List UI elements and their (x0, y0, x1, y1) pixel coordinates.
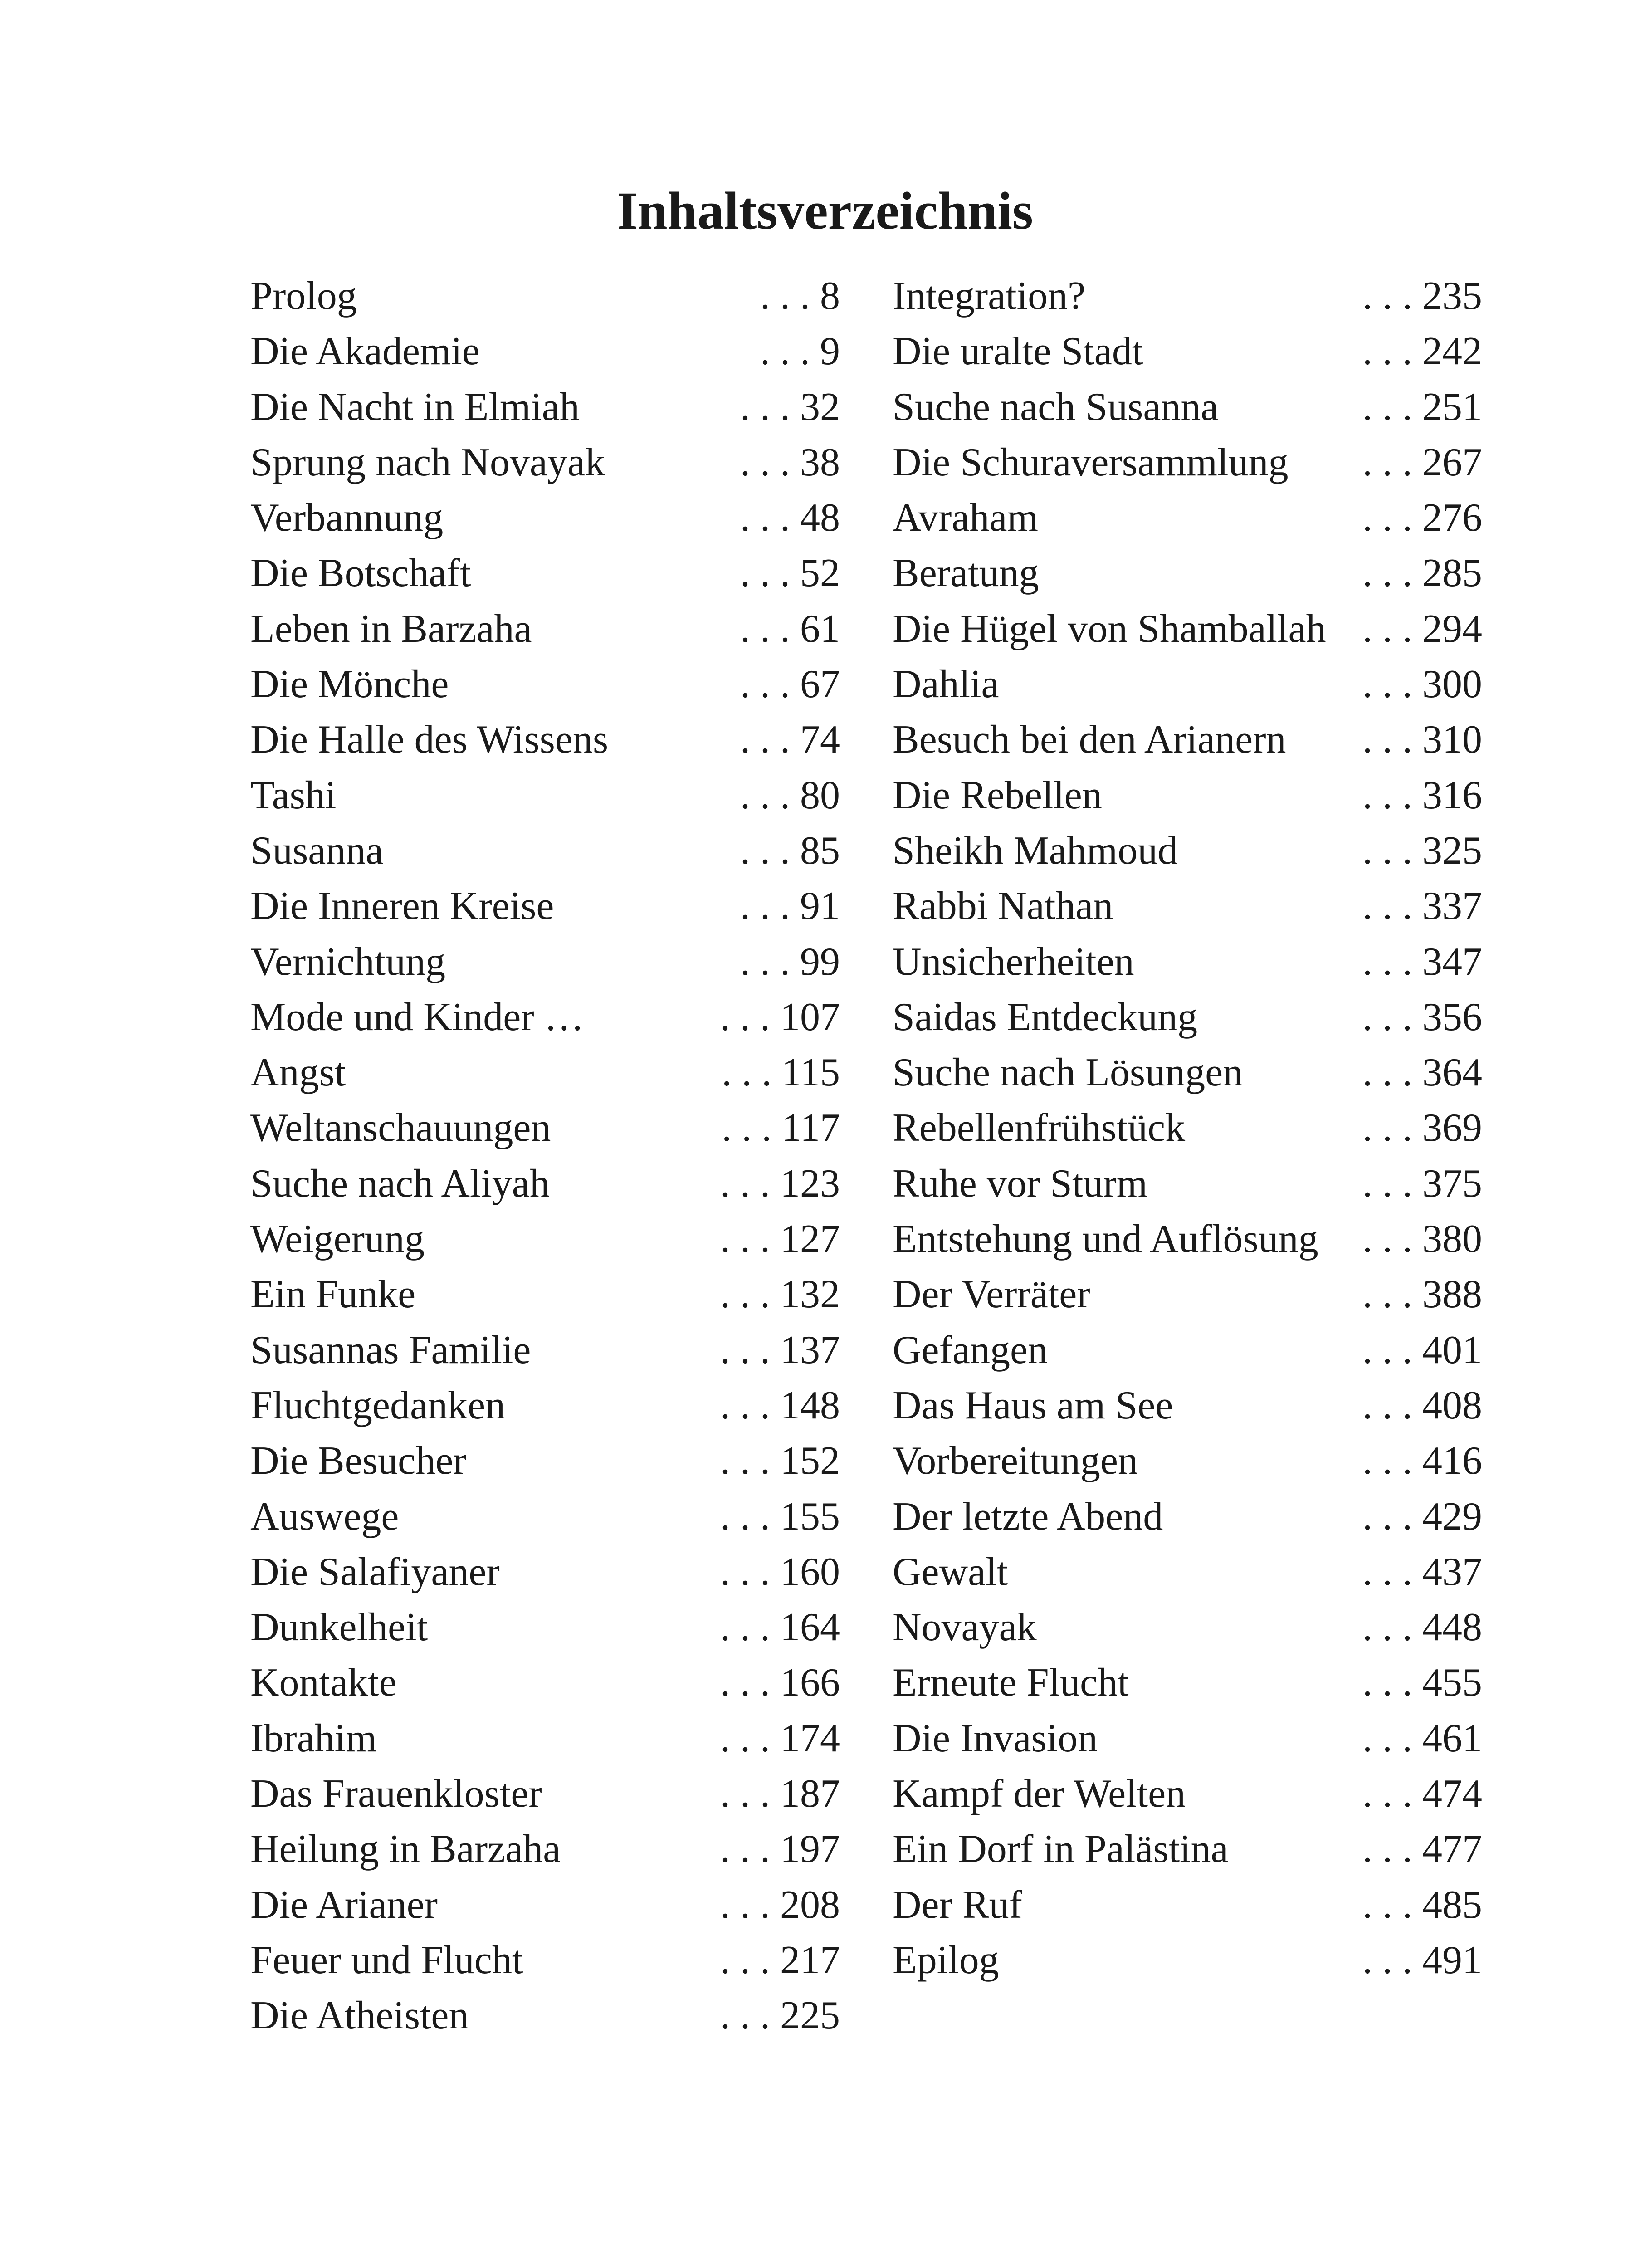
toc-entry (893, 934, 1482, 990)
toc-entry-title: Unsicherheiten (893, 939, 1134, 984)
toc-entry-page: . . . 187 (720, 1772, 840, 1816)
toc-entry-title: Tashi (250, 773, 337, 817)
toc-entry-title: Der Verräter (893, 1272, 1090, 1317)
toc-entry (250, 1988, 840, 2043)
toc-entry (250, 1489, 840, 1545)
toc-entry-page: . . . 38 (740, 440, 840, 484)
toc-entry-page: . . . 310 (1362, 718, 1482, 762)
toc-entry (893, 324, 1482, 379)
toc-entry-title: Rabbi Nathan (893, 884, 1113, 929)
toc-entry-page: . . . 208 (720, 1882, 840, 1927)
toc-entry (250, 1655, 840, 1711)
toc-entry-page: . . . 276 (1362, 496, 1482, 540)
toc-entry-title: Gefangen (893, 1328, 1048, 1372)
toc-entry (893, 380, 1482, 435)
toc-entry-title: Suche nach Lösungen (893, 1051, 1243, 1095)
toc-entry-page: . . . 375 (1362, 1161, 1482, 1206)
toc-entry-title: Epilog (893, 1938, 999, 1982)
toc-entry (250, 1100, 840, 1156)
toc-entry (250, 380, 840, 435)
toc-entry-page: . . . 127 (720, 1217, 840, 1261)
toc-entry (250, 657, 840, 712)
toc-entry-page: . . . 300 (1362, 662, 1482, 707)
toc-entry (893, 879, 1482, 934)
toc-entry-title: Heilung in Barzaha (250, 1827, 561, 1872)
toc-entry-title: Susannas Familie (250, 1328, 531, 1372)
toc-entry-title: Ein Funke (250, 1272, 416, 1317)
toc-entry-page: . . . 9 (760, 329, 840, 374)
toc-entry-page: . . . 235 (1362, 274, 1482, 318)
toc-entry (893, 1545, 1482, 1600)
toc-entry (893, 1877, 1482, 1933)
toc-entry-title: Die Salafiyaner (250, 1549, 500, 1594)
toc-entry-page: . . . 347 (1362, 939, 1482, 984)
toc-entry-page: . . . 174 (720, 1716, 840, 1760)
toc-entry-page: . . . 364 (1362, 1051, 1482, 1095)
toc-entry-title: Weltanschauungen (250, 1106, 551, 1150)
toc-entry-title: Beratung (893, 551, 1039, 596)
toc-entry-page: . . . 356 (1362, 995, 1482, 1039)
toc-entry-title: Die Besucher (250, 1439, 467, 1483)
toc-entry-page: . . . 85 (740, 828, 840, 873)
toc-entry-page: . . . 117 (722, 1106, 840, 1150)
toc-entry (893, 546, 1482, 601)
toc-entry-page: . . . 74 (740, 718, 840, 762)
toc-entry-page: . . . 401 (1362, 1328, 1482, 1372)
toc-entry (893, 1655, 1482, 1711)
toc-entry-title: Der letzte Abend (893, 1494, 1163, 1539)
toc-entry-title: Die Atheisten (250, 1994, 469, 2038)
toc-entry (250, 712, 840, 767)
toc-entry-title: Kampf der Welten (893, 1772, 1186, 1816)
toc-entry (893, 1822, 1482, 1877)
toc-entry-page: . . . 91 (740, 884, 840, 929)
toc-entry-title: Ein Dorf in Palästina (893, 1827, 1229, 1872)
toc-entry-title: Dahlia (893, 662, 999, 707)
toc-entry-title: Leben in Barzaha (250, 606, 532, 651)
toc-entry (893, 1933, 1482, 1988)
toc-entry-title: Avraham (893, 496, 1038, 540)
toc-entry-page: . . . 316 (1362, 773, 1482, 817)
toc-entry-page: . . . 242 (1362, 329, 1482, 374)
toc-entry (250, 1822, 840, 1877)
toc-entry (893, 490, 1482, 546)
toc-entry-title: Integration? (893, 274, 1086, 318)
toc-entry-page: . . . 32 (740, 385, 840, 429)
toc-entry-page: . . . 491 (1362, 1938, 1482, 1982)
toc-entry-page: . . . 325 (1362, 828, 1482, 873)
toc-entry-page: . . . 48 (740, 496, 840, 540)
toc-entry (250, 1267, 840, 1322)
toc-entry (250, 1545, 840, 1600)
toc-entry (893, 1433, 1482, 1489)
toc-entry-title: Feuer und Flucht (250, 1938, 523, 1982)
toc-entry-page: . . . 437 (1362, 1549, 1482, 1594)
toc-entry-page: . . . 217 (720, 1938, 840, 1982)
toc-entry-title: Vorbereitungen (893, 1439, 1138, 1483)
toc-entry-page: . . . 416 (1362, 1439, 1482, 1483)
toc-entry (893, 1100, 1482, 1156)
toc-entry-page: . . . 115 (722, 1051, 840, 1095)
toc-column-right (893, 269, 1482, 1988)
toc-entry (250, 490, 840, 546)
toc-column-left (250, 269, 840, 2044)
toc-entry-title: Die Akademie (250, 329, 480, 374)
toc-entry-title: Die Mönche (250, 662, 449, 707)
toc-entry-page: . . . 429 (1362, 1494, 1482, 1539)
toc-entry-title: Gewalt (893, 1549, 1008, 1594)
toc-entry-title: Das Haus am See (893, 1383, 1173, 1427)
toc-entry-page: . . . 388 (1362, 1272, 1482, 1317)
toc-entry (893, 435, 1482, 490)
toc-entry-title: Saidas Entdeckung (893, 995, 1198, 1039)
toc-entry-title: Ibrahim (250, 1716, 377, 1760)
toc-entry-page: . . . 267 (1362, 440, 1482, 484)
toc-entry-title: Verbannung (250, 496, 444, 540)
toc-entry-title: Die Rebellen (893, 773, 1102, 817)
toc-entry (250, 823, 840, 879)
toc-entry-page: . . . 166 (720, 1661, 840, 1705)
toc-entry (893, 1711, 1482, 1766)
toc-entry (893, 1489, 1482, 1545)
toc-entry (250, 601, 840, 657)
toc-entry (893, 269, 1482, 324)
toc-entry (893, 1600, 1482, 1655)
toc-entry (893, 712, 1482, 767)
toc-entry-page: . . . 107 (720, 995, 840, 1039)
toc-entry-page: . . . 155 (720, 1494, 840, 1539)
toc-entry (250, 1212, 840, 1267)
toc-entry-title: Sprung nach Novayak (250, 440, 605, 484)
toc-entry-title: Rebellenfrühstück (893, 1106, 1186, 1150)
toc-entry (250, 269, 840, 324)
toc-entry (250, 1766, 840, 1822)
toc-entry (250, 1600, 840, 1655)
toc-entry-page: . . . 197 (720, 1827, 840, 1872)
toc-entry-title: Novayak (893, 1605, 1037, 1650)
toc-entry-page: . . . 152 (720, 1439, 840, 1483)
toc-entry (250, 546, 840, 601)
toc-entry (893, 1045, 1482, 1100)
toc-entry (893, 823, 1482, 879)
toc-entry (250, 1045, 840, 1100)
toc-entry (893, 1267, 1482, 1322)
toc-entry-title: Dunkelheit (250, 1605, 428, 1650)
toc-entry (250, 1378, 840, 1433)
toc-entry-page: . . . 8 (760, 274, 840, 318)
toc-entry (250, 435, 840, 490)
toc-entry (893, 768, 1482, 823)
toc-entry-title: Fluchtgedanken (250, 1383, 506, 1427)
toc-entry-title: Besuch bei den Arianern (893, 718, 1286, 762)
toc-entry-title: Die Arianer (250, 1882, 438, 1927)
toc-entry-title: Die Schuraversammlung (893, 440, 1289, 484)
toc-entry (250, 768, 840, 823)
toc-entry-title: Suche nach Susanna (893, 385, 1219, 429)
toc-entry-page: . . . 461 (1362, 1716, 1482, 1760)
toc-entry (250, 1433, 840, 1489)
toc-entry-page: . . . 485 (1362, 1882, 1482, 1927)
toc-entry-title: Sheikh Mahmoud (893, 828, 1178, 873)
toc-entry (893, 601, 1482, 657)
toc-entry-page: . . . 52 (740, 551, 840, 596)
toc-entry-title: Mode und Kinder … (250, 995, 584, 1039)
toc-entry-title: Suche nach Aliyah (250, 1161, 550, 1206)
toc-entry-page: . . . 164 (720, 1605, 840, 1650)
toc-entry-page: . . . 137 (720, 1328, 840, 1372)
toc-entry-page: . . . 80 (740, 773, 840, 817)
toc-entry-page: . . . 448 (1362, 1605, 1482, 1650)
toc-entry-title: Das Frauenkloster (250, 1772, 542, 1816)
toc-entry-title: Die uralte Stadt (893, 329, 1143, 374)
toc-entry (893, 1378, 1482, 1433)
toc-entry-title: Die Inneren Kreise (250, 884, 554, 929)
toc-entry-title: Die Hügel von Shamballah (893, 606, 1326, 651)
toc-entry-title: Erneute Flucht (893, 1661, 1129, 1705)
toc-entry-page: . . . 225 (720, 1994, 840, 2038)
toc-entry-page: . . . 455 (1362, 1661, 1482, 1705)
toc-entry-page: . . . 99 (740, 939, 840, 984)
toc-entry-page: . . . 380 (1362, 1217, 1482, 1261)
toc-entry (250, 1711, 840, 1766)
toc-entry-page: . . . 61 (740, 606, 840, 651)
toc-entry-title: Die Botschaft (250, 551, 471, 596)
toc-entry-page: . . . 160 (720, 1549, 840, 1594)
toc-entry-title: Kontakte (250, 1661, 397, 1705)
toc-entry (250, 990, 840, 1045)
toc-entry-page: . . . 474 (1362, 1772, 1482, 1816)
toc-entry-title: Die Halle des Wissens (250, 718, 609, 762)
toc-entry-title: Ruhe vor Sturm (893, 1161, 1148, 1206)
toc-entry-page: . . . 285 (1362, 551, 1482, 596)
toc-entry-title: Weigerung (250, 1217, 425, 1261)
toc-entry-page: . . . 132 (720, 1272, 840, 1317)
toc-entry (893, 1212, 1482, 1267)
toc-entry (250, 934, 840, 990)
toc-entry-title: Die Nacht in Elmiah (250, 385, 580, 429)
toc-entry (893, 990, 1482, 1045)
toc-entry-page: . . . 148 (720, 1383, 840, 1427)
toc-entry-title: Auswege (250, 1494, 399, 1539)
toc-entry-title: Vernichtung (250, 939, 446, 984)
toc-entry (893, 657, 1482, 712)
toc-entry (893, 1323, 1482, 1378)
toc-entry-title: Susanna (250, 828, 384, 873)
toc-entry (250, 1323, 840, 1378)
toc-entry (250, 879, 840, 934)
toc-entry (250, 324, 840, 379)
toc-entry (250, 1156, 840, 1212)
toc-entry-title: Angst (250, 1051, 346, 1095)
toc-entry-title: Der Ruf (893, 1882, 1022, 1927)
toc-entry-title: Entstehung und Auflösung (893, 1217, 1318, 1261)
toc-entry-page: . . . 251 (1362, 385, 1482, 429)
toc-entry (893, 1766, 1482, 1822)
toc-entry-page: . . . 123 (720, 1161, 840, 1206)
toc-entry-page: . . . 67 (740, 662, 840, 707)
toc-entry-page: . . . 369 (1362, 1106, 1482, 1150)
toc-entry-page: . . . 294 (1362, 606, 1482, 651)
toc-entry-title: Die Invasion (893, 1716, 1098, 1760)
toc-entry-page: . . . 337 (1362, 884, 1482, 929)
toc-entry-title: Prolog (250, 274, 357, 318)
page-title: Inhaltsverzeichnis (617, 181, 1033, 240)
toc-entry-page: . . . 408 (1362, 1383, 1482, 1427)
toc-entry (250, 1933, 840, 1988)
toc-entry-page: . . . 477 (1362, 1827, 1482, 1872)
toc-entry (250, 1877, 840, 1933)
toc-entry (893, 1156, 1482, 1212)
